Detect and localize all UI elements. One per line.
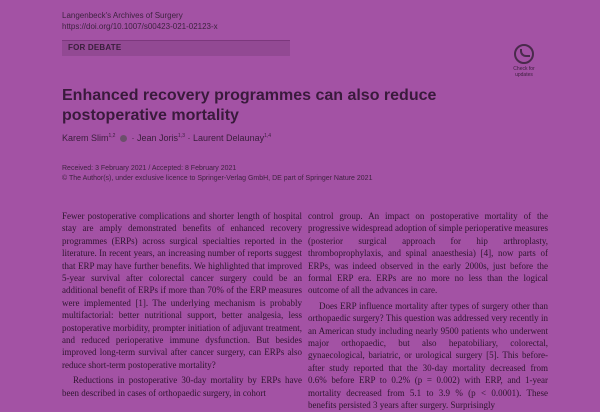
author-name[interactable]: Jean Joris: [137, 133, 179, 143]
author-separator: ·: [131, 133, 135, 143]
author-affiliation: 1,2: [108, 133, 116, 139]
check-for-updates-badge[interactable]: [508, 44, 540, 78]
body-column-right: [308, 210, 548, 412]
journal-name: Langenbeck's Archives of Surgery: [62, 11, 183, 20]
received-accepted: Received: 3 February 2021 / Accepted: 8 February 2021: [62, 165, 237, 172]
author-name[interactable]: Laurent Delaunay: [193, 133, 265, 143]
updates-icon: [514, 44, 534, 64]
journal-header: [62, 11, 218, 32]
paragraph: Fewer postoperative complications and shorter length of hospital stay are amply demonstrated benefits of enhanced recovery programmes (ERPs) across surgical specialties reported in the literature. In recent years, an increasing number of reports suggest that ERP may have further benefits. We highlighted that improved 5-year survival after colorectal cancer surgery could be an additional benefit of ERPs if more than 70% of the ERP measures were implemented [1]. The underlying mechanism is probably multifactorial: better nutritional support, better analgesia, less postoperative morbidity, prompter initiation of adjuvant treatment, and reduced perioperative immune dysfunction. But besides improved long-term survival after cancer surgery, can ERPs also reduce short-term postoperative mortality?: [62, 211, 302, 370]
article-dates: [62, 164, 372, 183]
author-affiliation: 1,4: [264, 133, 272, 139]
orcid-icon[interactable]: [120, 135, 127, 142]
author-affiliation: 1,3: [178, 133, 185, 139]
paragraph: control group. An impact on postoperative mortality of the progressive widespread adoption of simple perioperative measures (posterior surgical approach for hip arthroplasty, thromboprophylaxis, and spinal anaesthesia) [4], now parts of ERPs, was indeed observed in the early 2000s, just before the formal ERP era. ERPs are no more no less than the logical outcome of all the advances in care.: [308, 211, 548, 296]
doi-link[interactable]: https://doi.org/10.1007/s00423-021-02123-x: [62, 21, 218, 31]
author-list: [62, 133, 271, 143]
author-name[interactable]: Karem Slim: [62, 133, 109, 143]
article-title: Enhanced recovery programmes can also reduce postoperative mortality: [62, 87, 437, 124]
paragraph: Does ERP influence mortality after types of surgery other than orthopaedic surgery? This question was addressed very recently in an American study including nearly 9500 patients who underwent major orthopaedic, but also hepatobiliary, colorectal, gynaecological, bariatric, or urological surgery [5]. This before-after study reported that the 30-day mortality decreased from 0.6% before ERP to 0.2% (p = 0.002) with ERP, and 1-year mortality decreased from 5.1 to 3.9 % (p < 0.0001). These benefits persisted 3 years after surgery. Surprisingly: [308, 300, 548, 411]
section-label: FOR DEBATE: [68, 43, 122, 52]
updates-label: Check for updates: [513, 66, 535, 78]
paragraph: Reductions in postoperative 30-day mortality by ERPs have been described in cases of orthopaedic surgery, in cohort: [62, 375, 302, 398]
body-column-left: [62, 210, 302, 399]
author-separator: ·: [187, 133, 191, 143]
section-bar: [62, 40, 290, 56]
copyright-line: © The Author(s), under exclusive licence to Springer-Verlag GmbH, DE part of Springer Nature 2021: [62, 174, 373, 182]
